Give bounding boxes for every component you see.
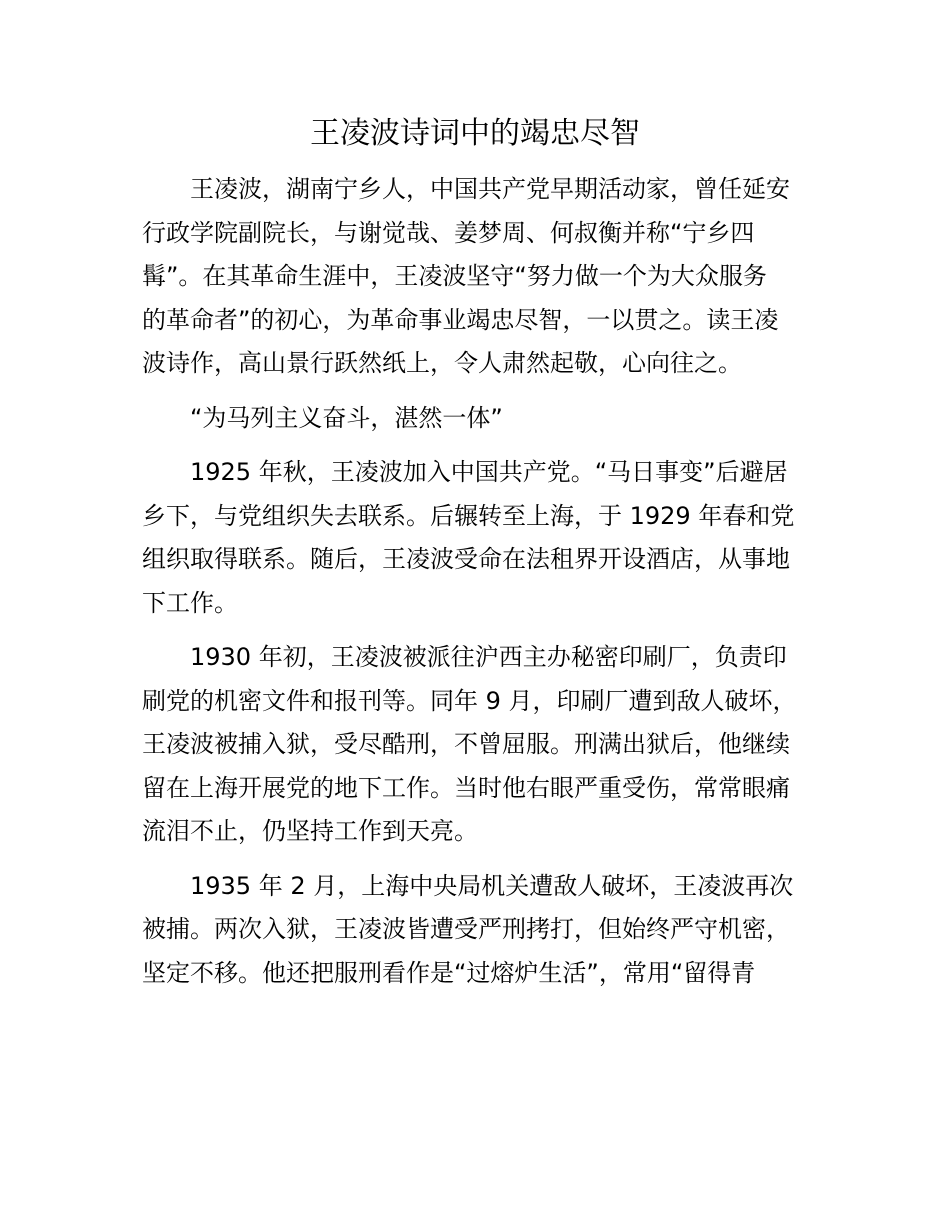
text-line: 被捕。两次入狱，王凌波皆遭受严刑拷打，但始终严守机密， [142,915,790,943]
text-line: 1925 年秋，王凌波加入中国共产党。“马日事变”后避居 [190,458,788,486]
text-line: “为马列主义奋斗，湛然一体” [190,403,503,432]
text-line: 流泪不止，仍坚持工作到天亮。 [142,817,478,845]
text-line: 髯”。在其革命生涯中，王凌波坚守“努力做一个为大众服务 [142,262,767,290]
document-body [142,168,842,1006]
text-line: 刷党的机密文件和报刊等。同年 9 月，印刷厂遭到敌人破坏， [142,686,797,715]
text-line: 下工作。 [142,588,238,617]
paragraph-1935 [142,865,842,996]
text-line: 乡下，与党组织失去联系。后辗转至上海，于 1929 年春和党 [142,501,795,530]
paragraph-1930 [142,636,842,854]
text-line: 王凌波，湖南宁乡人，中国共产党早期活动家，曾任延安 [190,175,790,203]
text-line: 波诗作，高山景行跃然纸上，令人肃然起敬，心向往之。 [142,349,742,377]
text-line: 1930 年初，王凌波被派往沪西主办秘密印刷厂，负责印 [190,643,787,671]
document-title: 王凌波诗词中的竭忠尽智 [310,116,640,151]
text-line: 的革命者”的初心，为革命事业竭忠尽智，一以贯之。读王凌 [142,305,779,334]
text-line: 王凌波被捕入狱，受尽酷刑，不曾屈服。刑满出狱后，他继续 [142,730,790,758]
text-line: 坚定不移。他还把服刑看作是“过熔炉生活”，常用“留得青 [142,958,756,987]
text-line: 组织取得联系。随后，王凌波受命在法租界开设酒店，从事地 [142,545,790,573]
paragraph-1925 [142,451,842,625]
text-line: 1935 年 2 月，上海中央局机关遭敌人破坏，王凌波再次 [190,871,794,900]
paragraph-intro [142,168,842,386]
text-line: 留在上海开展党的地下工作。当时他右眼严重受伤，常常眼痛 [142,773,790,802]
section-heading [142,397,842,441]
text-line: 行政学院副院长，与谢觉哉、姜梦周、何叔衡并称“宁乡四 [142,218,755,247]
